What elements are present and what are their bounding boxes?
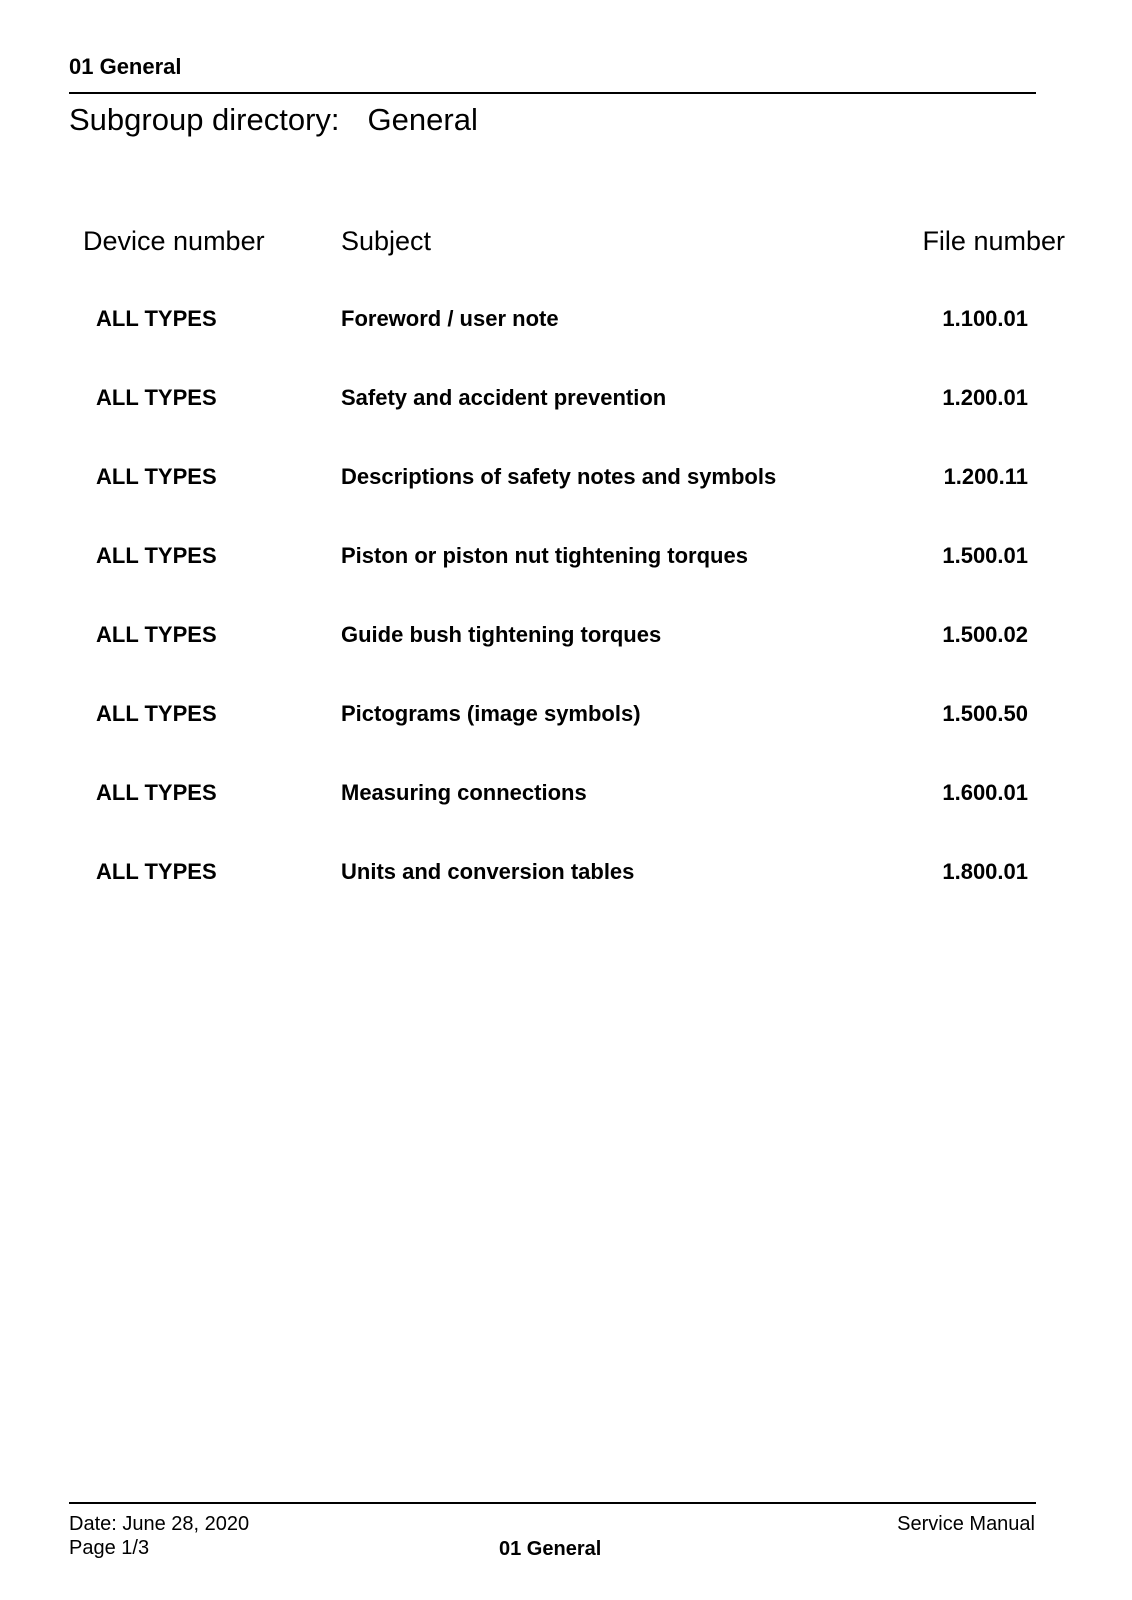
subject-cell: Safety and accident prevention bbox=[341, 385, 667, 410]
footer-divider bbox=[69, 1502, 1036, 1504]
device-number-cell: ALL TYPES bbox=[96, 464, 217, 489]
title-label: Subgroup directory: bbox=[69, 102, 340, 137]
file-number-cell: 1.100.01 bbox=[942, 306, 1028, 331]
subject-cell: Piston or piston nut tightening torques bbox=[341, 543, 748, 568]
footer-date: Date: June 28, 2020 bbox=[69, 1513, 250, 1535]
footer-page-number: Page 1/3 bbox=[69, 1537, 150, 1559]
table-row bbox=[0, 859, 1132, 889]
column-header-device-number: Device number bbox=[83, 226, 265, 256]
file-number-cell: 1.600.01 bbox=[942, 780, 1028, 805]
title-value: General bbox=[367, 102, 478, 137]
device-number-cell: ALL TYPES bbox=[96, 701, 217, 726]
file-number-cell: 1.800.01 bbox=[942, 859, 1028, 884]
subject-cell: Guide bush tightening torques bbox=[341, 622, 662, 647]
header-divider bbox=[69, 92, 1036, 94]
device-number-cell: ALL TYPES bbox=[96, 385, 217, 410]
footer-section: 01 General bbox=[499, 1538, 602, 1560]
device-number-cell: ALL TYPES bbox=[96, 859, 217, 884]
subject-cell: Pictograms (image symbols) bbox=[341, 701, 641, 726]
subject-cell: Measuring connections bbox=[341, 780, 587, 805]
file-number-cell: 1.500.50 bbox=[942, 701, 1028, 726]
table-row bbox=[0, 780, 1132, 810]
column-header-subject: Subject bbox=[341, 226, 432, 256]
table-row bbox=[0, 622, 1132, 652]
table-row bbox=[0, 306, 1132, 336]
table-row bbox=[0, 385, 1132, 415]
device-number-cell: ALL TYPES bbox=[96, 780, 217, 805]
device-number-cell: ALL TYPES bbox=[96, 543, 217, 568]
table-row bbox=[0, 701, 1132, 731]
section-header: 01 General bbox=[69, 54, 182, 79]
subject-cell: Descriptions of safety notes and symbols bbox=[341, 464, 777, 489]
file-number-cell: 1.200.01 bbox=[942, 385, 1028, 410]
subject-cell: Foreword / user note bbox=[341, 306, 559, 331]
file-number-cell: 1.500.01 bbox=[942, 543, 1028, 568]
device-number-cell: ALL TYPES bbox=[96, 622, 217, 647]
footer-manual-title: Service Manual bbox=[897, 1513, 1035, 1535]
table-row bbox=[0, 543, 1132, 573]
file-number-cell: 1.500.02 bbox=[942, 622, 1028, 647]
page-title bbox=[69, 102, 478, 138]
file-number-cell: 1.200.11 bbox=[943, 464, 1028, 489]
subject-cell: Units and conversion tables bbox=[341, 859, 635, 884]
device-number-cell: ALL TYPES bbox=[96, 306, 217, 331]
table-row bbox=[0, 464, 1132, 494]
column-header-file-number: File number bbox=[922, 226, 1065, 256]
